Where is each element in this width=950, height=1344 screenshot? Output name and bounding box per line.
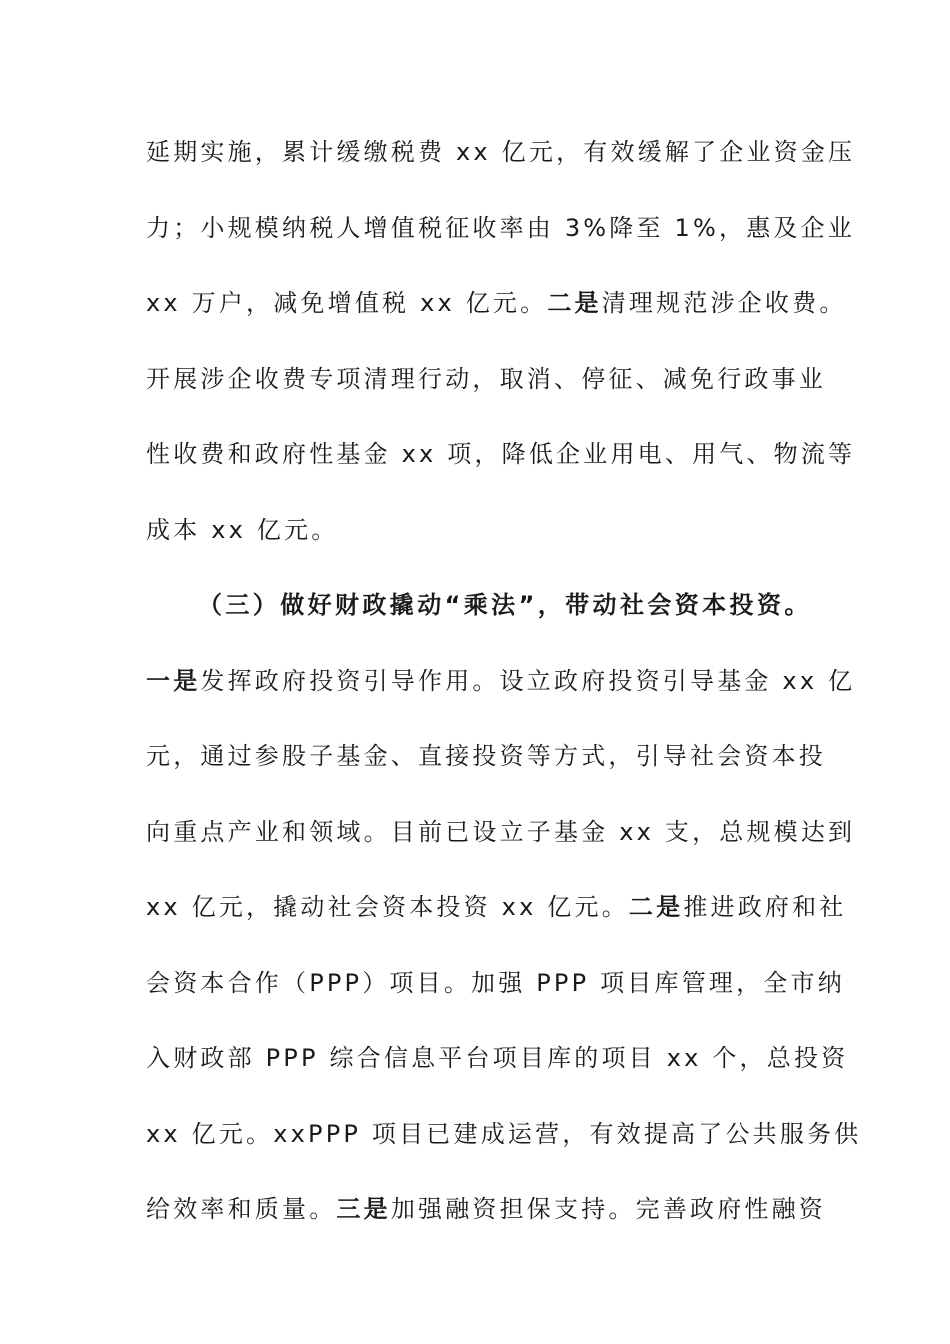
paragraph-line [146, 281, 847, 357]
paragraph-line [146, 432, 856, 508]
text-run: 会资本合作（PPP）项目。加强 PPP 项目库管理，全市纳 [146, 968, 845, 997]
paragraph-line [146, 961, 845, 1037]
text-run: 成本 xx 亿元。 [146, 515, 339, 544]
body-text [146, 130, 862, 1263]
text-run: 元，通过参股子基金、直接投资等方式，引导社会资本投 [146, 742, 826, 770]
paragraph-line [146, 1036, 849, 1112]
text-run: 给效率和质量。 [146, 1195, 337, 1223]
paragraph-line [146, 659, 856, 735]
text-run: 开展涉企收费专项清理行动，取消、停征、减免行政事业 [146, 364, 826, 393]
text-run: 力；小规模纳税人增值税征收率由 3%降至 1%，惠及企业 [146, 213, 856, 242]
paragraph-line [146, 206, 856, 282]
heading-text: （三）做好财政撬动“乘法”，带动社会资本投资。 [198, 591, 812, 619]
text-run: 延期实施，累计缓缴税费 xx 亿元，有效缓解了企业资金压 [146, 138, 856, 166]
ordinal-emphasis: 二是 [547, 289, 602, 317]
paragraph-line [146, 130, 856, 206]
paragraph-line [146, 1112, 862, 1188]
text-run: xx 亿元。xxPPP 项目已建成运营，有效提高了公共服务供 [146, 1119, 862, 1148]
text-run: 推进政府和社 [683, 893, 847, 921]
paragraph-line [146, 508, 810, 584]
text-run: 向重点产业和领域。目前已设立子基金 xx 支，总规模达到 [146, 817, 856, 846]
text-run: 加强融资担保支持。完善政府性融资 [390, 1195, 827, 1223]
text-run: 清理规范涉企收费。 [601, 289, 847, 317]
text-run: 性收费和政府性基金 xx 项，降低企业用电、用气、物流等 [146, 440, 856, 468]
text-run: 发挥政府投资引导作用。设立政府投资引导基金 xx 亿 [200, 666, 856, 695]
section-heading [146, 583, 810, 659]
ordinal-emphasis: 三是 [336, 1195, 391, 1223]
paragraph-line [146, 810, 856, 886]
text-run: 入财政部 PPP 综合信息平台项目库的项目 xx 个，总投资 [146, 1044, 849, 1072]
paragraph-line [146, 357, 826, 433]
ordinal-emphasis: 一是 [146, 666, 201, 695]
paragraph-line [146, 1187, 827, 1263]
text-run: xx 万户，减免增值税 xx 亿元。 [146, 289, 548, 317]
paragraph-line [146, 885, 847, 961]
ordinal-emphasis: 二是 [628, 893, 684, 921]
text-run: xx 亿元，撬动社会资本投资 xx 亿元。 [146, 893, 629, 921]
paragraph-line [146, 734, 826, 810]
